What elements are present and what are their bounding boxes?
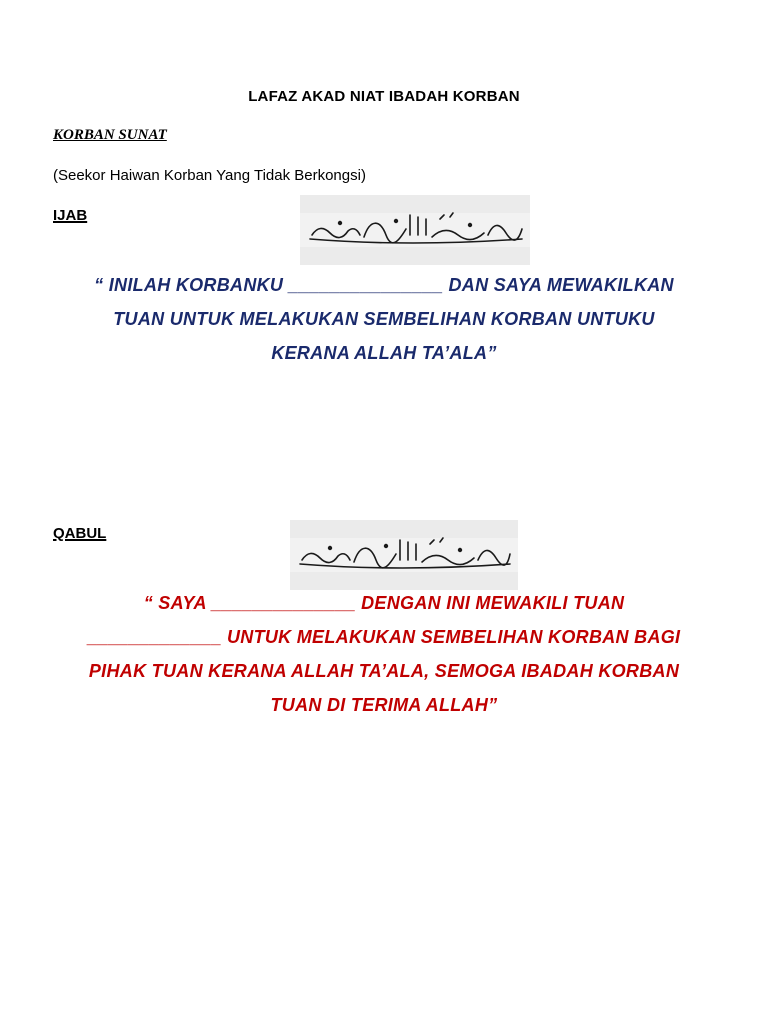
statement-line: “ INILAH KORBANKU _______________ DAN SAYA MEWAKILKAN — [94, 275, 674, 295]
statement-line: PIHAK TUAN KERANA ALLAH TA’ALA, SEMOGA IBADAH KORBAN — [88, 661, 680, 681]
ijab-statement — [0, 268, 768, 370]
qabul-label: QABUL — [53, 525, 107, 542]
statement-line: TUAN UNTUK MELAKUKAN SEMBELIHAN KORBAN UNTUKU — [113, 309, 655, 329]
statement-line: KERANA ALLAH TA’ALA” — [271, 343, 497, 363]
basmalah-calligraphy-icon — [290, 520, 518, 590]
document-subtitle: (Seekor Haiwan Korban Yang Tidak Berkongsi) — [53, 167, 366, 184]
basmalah-calligraphy-icon — [300, 195, 530, 265]
statement-line: TUAN DI TERIMA ALLAH” — [270, 695, 498, 715]
ijab-label: IJAB — [53, 207, 88, 224]
statement-line: _____________ UNTUK MELAKUKAN SEMBELIHAN KORBAN BAGI — [87, 627, 681, 647]
section-heading: KORBAN SUNAT — [53, 127, 167, 143]
qabul-statement — [0, 586, 768, 722]
statement-line: “ SAYA ______________ DENGAN INI MEWAKILI TUAN — [143, 593, 625, 613]
document-title: LAFAZ AKAD NIAT IBADAH KORBAN — [248, 88, 520, 105]
